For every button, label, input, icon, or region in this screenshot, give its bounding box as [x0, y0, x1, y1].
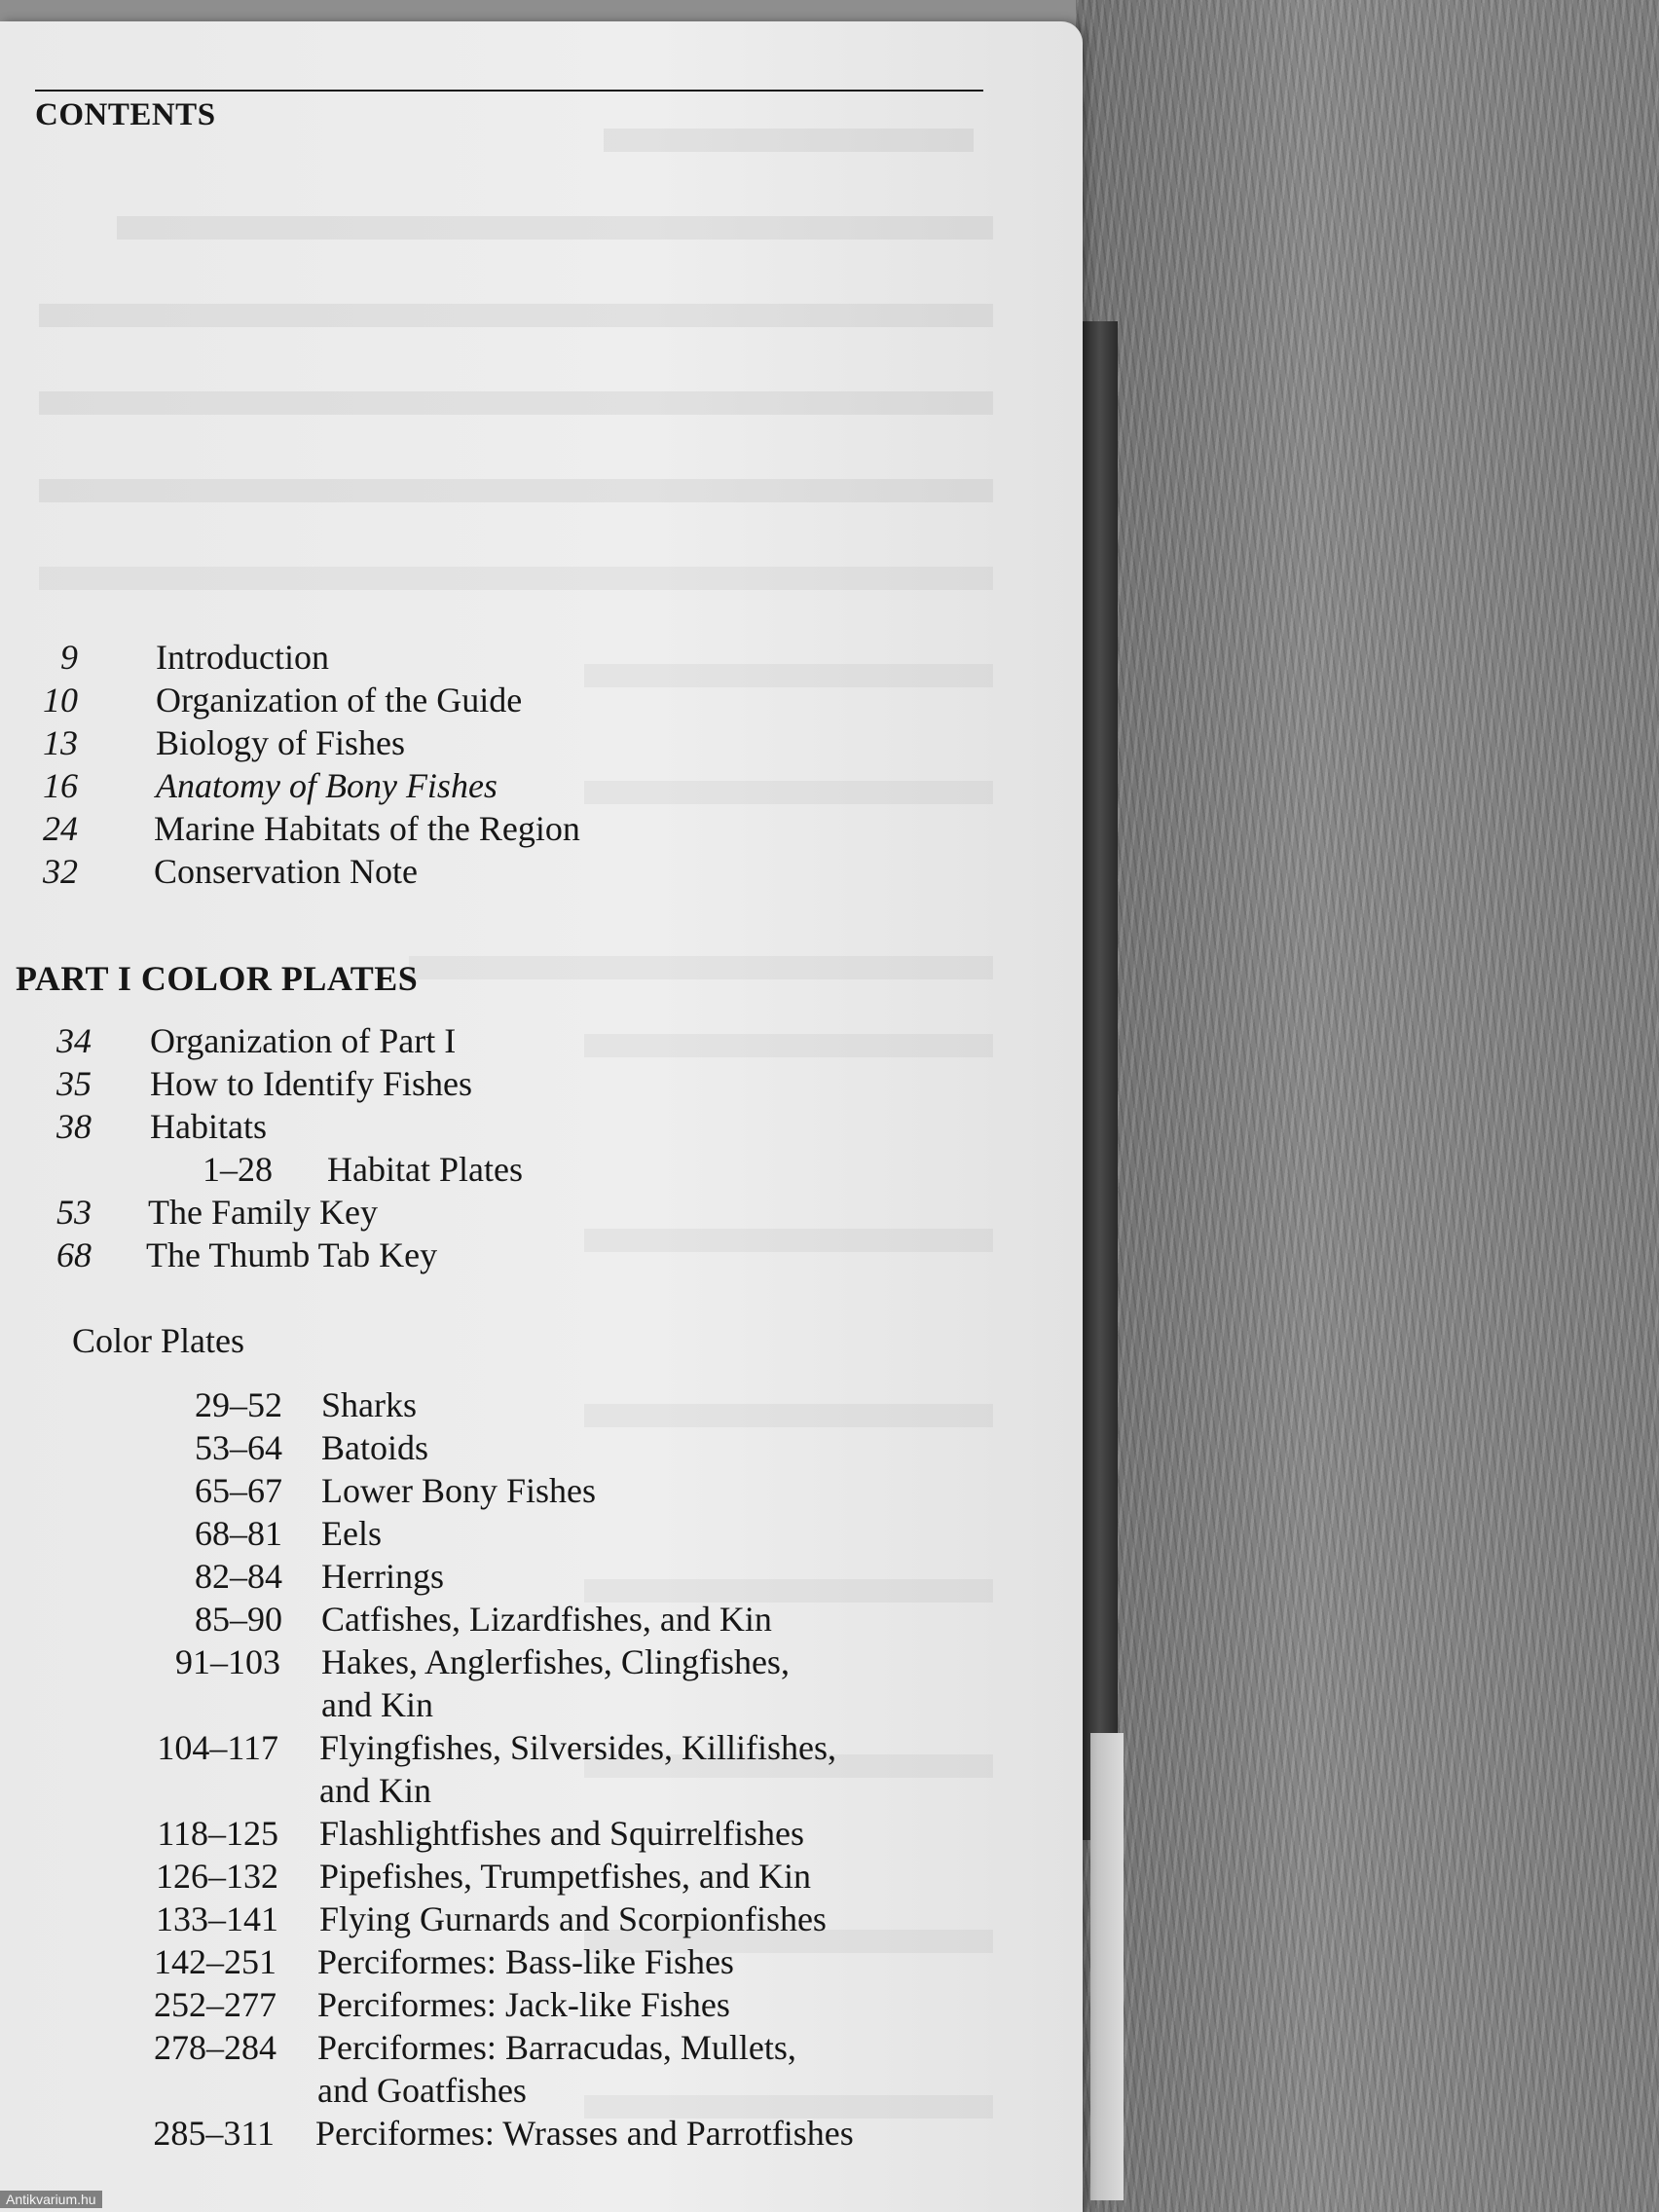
plate-title: Perciformes: Jack-like Fishes [317, 1985, 730, 2024]
plate-range: 29–52 [195, 1385, 282, 1424]
plate-title: Lower Bony Fishes [321, 1471, 596, 1510]
book-page [0, 21, 1083, 2212]
contents-heading: CONTENTS [35, 97, 216, 132]
plate-range: 91–103 [175, 1642, 280, 1681]
entry-page: 24 [43, 809, 78, 848]
entry-title: Organization of Part I [150, 1021, 457, 1060]
plate-title: Flashlightfishes and Squirrelfishes [319, 1814, 804, 1853]
entry-page: 53 [56, 1193, 92, 1232]
entry-page: 38 [56, 1107, 92, 1146]
background-surface [1076, 0, 1659, 2212]
plate-title: Hakes, Anglerfishes, Clingfishes, [321, 1642, 790, 1681]
plate-title: Batoids [321, 1428, 429, 1467]
plate-range: 133–141 [156, 1899, 278, 1938]
entry-page: 32 [43, 852, 78, 891]
plate-range: 118–125 [157, 1814, 278, 1853]
plate-title-cont: and Kin [319, 1771, 431, 1810]
plate-title: Perciformes: Barracudas, Mullets, [317, 2028, 796, 2067]
plate-range: 53–64 [195, 1428, 282, 1467]
entry-title: Anatomy of Bony Fishes [156, 766, 498, 805]
entry-title: Habitats [150, 1107, 267, 1146]
plate-range: 65–67 [195, 1471, 282, 1510]
plate-title: Eels [321, 1514, 382, 1553]
plate-title: Herrings [321, 1557, 444, 1596]
entry-page: 16 [43, 766, 78, 805]
entry-title: Conservation Note [154, 852, 418, 891]
plate-title: Sharks [321, 1385, 417, 1424]
habitat-plates-title: Habitat Plates [327, 1150, 523, 1189]
entry-title: Organization of the Guide [156, 681, 523, 719]
plate-range: 285–311 [153, 2114, 275, 2153]
watermark: Antikvarium.hu [0, 2191, 102, 2208]
entry-title: Marine Habitats of the Region [154, 809, 580, 848]
plate-title: Flyingfishes, Silversides, Killifishes, [319, 1728, 836, 1767]
plate-range: 252–277 [154, 1985, 276, 2024]
plate-title: Catfishes, Lizardfishes, and Kin [321, 1600, 772, 1639]
plate-title-cont: and Goatfishes [317, 2071, 527, 2110]
entry-page: 9 [60, 638, 78, 677]
book-spine-edge [1090, 1733, 1124, 2200]
part1-heading: PART I COLOR PLATES [16, 959, 419, 998]
plate-title: Perciformes: Wrasses and Parrotfishes [315, 2114, 854, 2153]
plate-title-cont: and Kin [321, 1685, 433, 1724]
entry-title: The Family Key [148, 1193, 378, 1232]
plate-title: Pipefishes, Trumpetfishes, and Kin [319, 1857, 812, 1896]
entry-title: Introduction [156, 638, 329, 677]
entry-page: 10 [43, 681, 78, 719]
plate-range: 82–84 [195, 1557, 282, 1596]
plate-title: Flying Gurnards and Scorpionfishes [319, 1899, 827, 1938]
entry-page: 13 [43, 723, 78, 762]
entry-page: 68 [56, 1235, 92, 1274]
plate-range: 142–251 [154, 1942, 276, 1981]
plate-range: 278–284 [154, 2028, 276, 2067]
entry-title: How to Identify Fishes [150, 1064, 472, 1103]
entry-page: 35 [56, 1064, 92, 1103]
header-rule [35, 90, 983, 92]
book-spine [1083, 321, 1118, 1840]
plate-range: 126–132 [156, 1857, 278, 1896]
entry-title: The Thumb Tab Key [146, 1235, 438, 1274]
entry-page: 34 [56, 1021, 92, 1060]
plate-range: 104–117 [157, 1728, 278, 1767]
plate-range: 85–90 [195, 1600, 282, 1639]
habitat-plates-range: 1–28 [203, 1150, 273, 1189]
color-plates-heading: Color Plates [72, 1321, 244, 1360]
plate-title: Perciformes: Bass-like Fishes [317, 1942, 734, 1981]
plate-range: 68–81 [195, 1514, 282, 1553]
entry-title: Biology of Fishes [156, 723, 406, 762]
